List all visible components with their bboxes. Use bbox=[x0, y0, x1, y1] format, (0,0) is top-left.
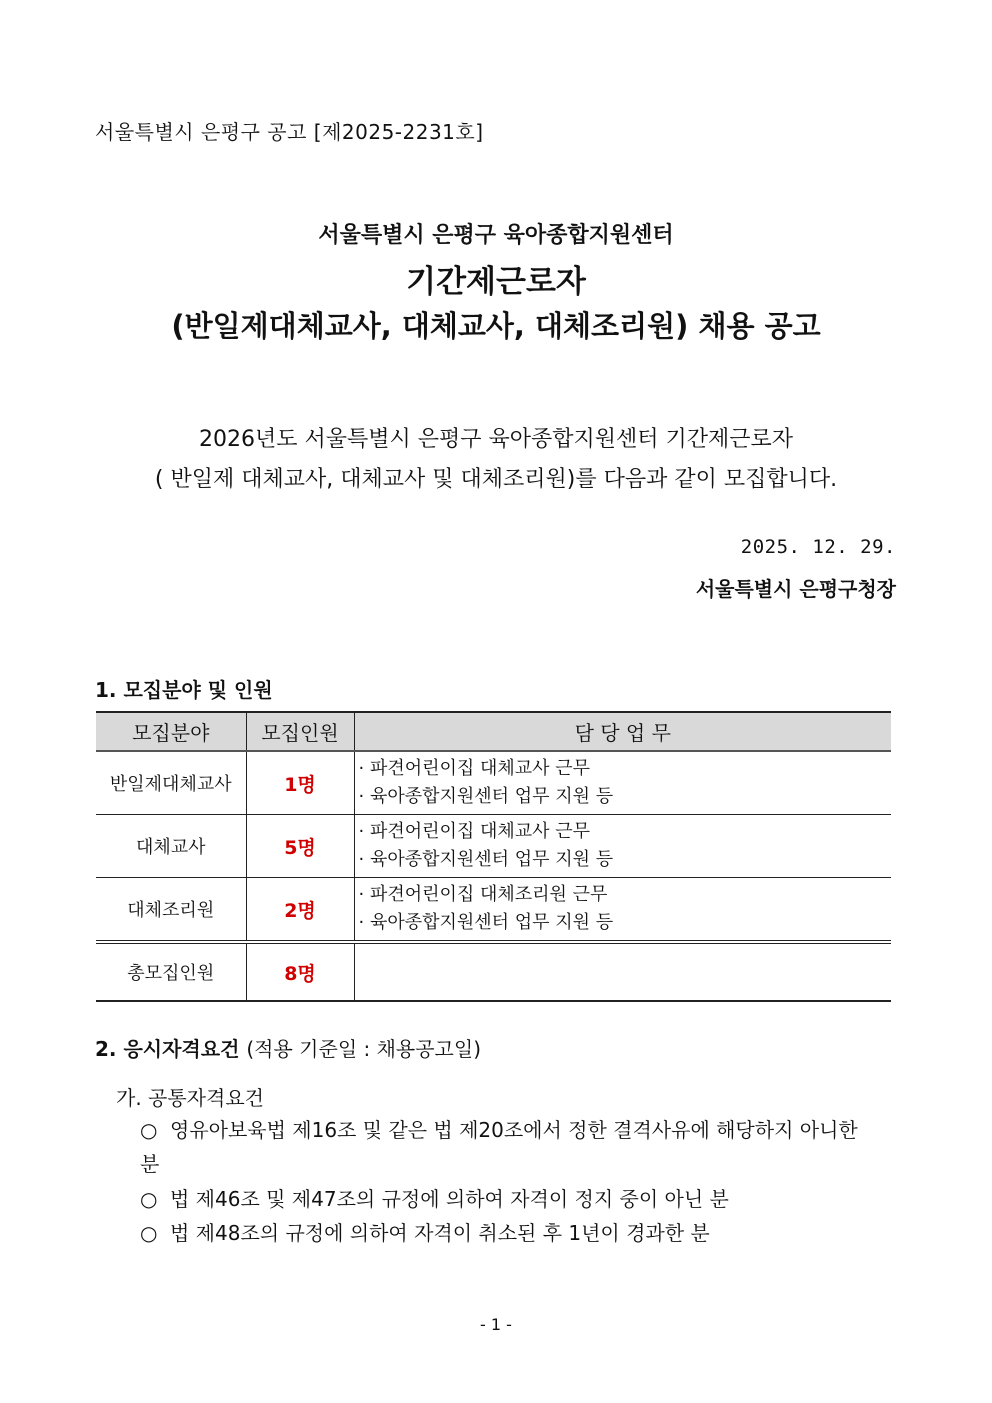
requirement-text: 법 제46조 및 제47조의 규정에 의하여 자격이 정지 중이 아닌 분 bbox=[170, 1187, 729, 1211]
count-cell: 1명 bbox=[246, 751, 354, 815]
section-2-note: (적용 기준일 : 채용공고일) bbox=[246, 1037, 481, 1061]
duty-line: · 육아종합지원센터 업무 지원 등 bbox=[358, 849, 614, 870]
issuer: 서울특별시 은평구청장 bbox=[695, 577, 896, 601]
requirement-item bbox=[140, 1113, 880, 1181]
intro-line-2: ( 반일제 대체교사, 대체교사 및 대체조리원)를 다음과 같이 모집합니다. bbox=[154, 467, 838, 492]
page-number: - 1 - bbox=[480, 1315, 512, 1334]
field-cell: 대체교사 bbox=[96, 815, 246, 878]
total-row bbox=[96, 942, 891, 1001]
header-field: 모집분야 bbox=[96, 712, 246, 751]
circle-bullet-icon: ○ bbox=[140, 1187, 158, 1211]
title-organization: 서울특별시 은평구 육아종합지원센터 bbox=[318, 223, 674, 248]
duty-line: · 육아종합지원센터 업무 지원 등 bbox=[358, 912, 614, 933]
intro-line-1: 2026년도 서울특별시 은평구 육아종합지원센터 기간제근로자 bbox=[198, 427, 793, 452]
requirement-text: 영유아보육법 제16조 및 같은 법 제20조에서 정한 결격사유에 해당하지 아니한 분 bbox=[140, 1118, 858, 1176]
header-count: 모집인원 bbox=[246, 712, 354, 751]
header-duties: 담 당 업 무 bbox=[354, 712, 891, 751]
total-label: 총모집인원 bbox=[96, 942, 246, 1001]
circle-bullet-icon: ○ bbox=[140, 1221, 158, 1245]
table-row bbox=[96, 751, 891, 815]
title-main: 기간제근로자 bbox=[406, 264, 586, 300]
requirement-item bbox=[140, 1216, 710, 1250]
duties-cell bbox=[354, 751, 891, 815]
requirement-item bbox=[140, 1182, 729, 1216]
notice-number: 서울특별시 은평구 공고 [제2025-2231호] bbox=[95, 120, 484, 144]
field-cell: 반일제대체교사 bbox=[96, 751, 246, 815]
requirement-text: 법 제48조의 규정에 의하여 자격이 취소된 후 1년이 경과한 분 bbox=[170, 1221, 710, 1245]
count-cell: 2명 bbox=[246, 878, 354, 943]
table-header-row bbox=[96, 712, 891, 751]
duty-line: · 파견어린이집 대체교사 근무 bbox=[358, 821, 591, 842]
section-2-title: 2. 응시자격요건 bbox=[95, 1037, 240, 1061]
recruitment-table bbox=[96, 711, 891, 1002]
duty-line: · 파견어린이집 대체교사 근무 bbox=[358, 758, 591, 779]
total-count: 8명 bbox=[246, 942, 354, 1001]
duties-cell bbox=[354, 815, 891, 878]
field-cell: 대체조리원 bbox=[96, 878, 246, 943]
duties-cell bbox=[354, 878, 891, 943]
section-2-heading bbox=[95, 1033, 481, 1062]
subsection-a-heading: 가. 공통자격요건 bbox=[116, 1086, 264, 1110]
table-row bbox=[96, 878, 891, 943]
total-empty-cell bbox=[354, 942, 891, 1001]
section-1-heading: 1. 모집분야 및 인원 bbox=[95, 678, 273, 702]
duty-line: · 육아종합지원센터 업무 지원 등 bbox=[358, 786, 614, 807]
duty-line: · 파견어린이집 대체조리원 근무 bbox=[358, 884, 608, 905]
table-row bbox=[96, 815, 891, 878]
title-positions: (반일제대체교사, 대체교사, 대체조리원) 채용 공고 bbox=[171, 309, 821, 343]
circle-bullet-icon: ○ bbox=[140, 1118, 158, 1142]
notice-date: 2025. 12. 29. bbox=[740, 536, 896, 558]
count-cell: 5명 bbox=[246, 815, 354, 878]
